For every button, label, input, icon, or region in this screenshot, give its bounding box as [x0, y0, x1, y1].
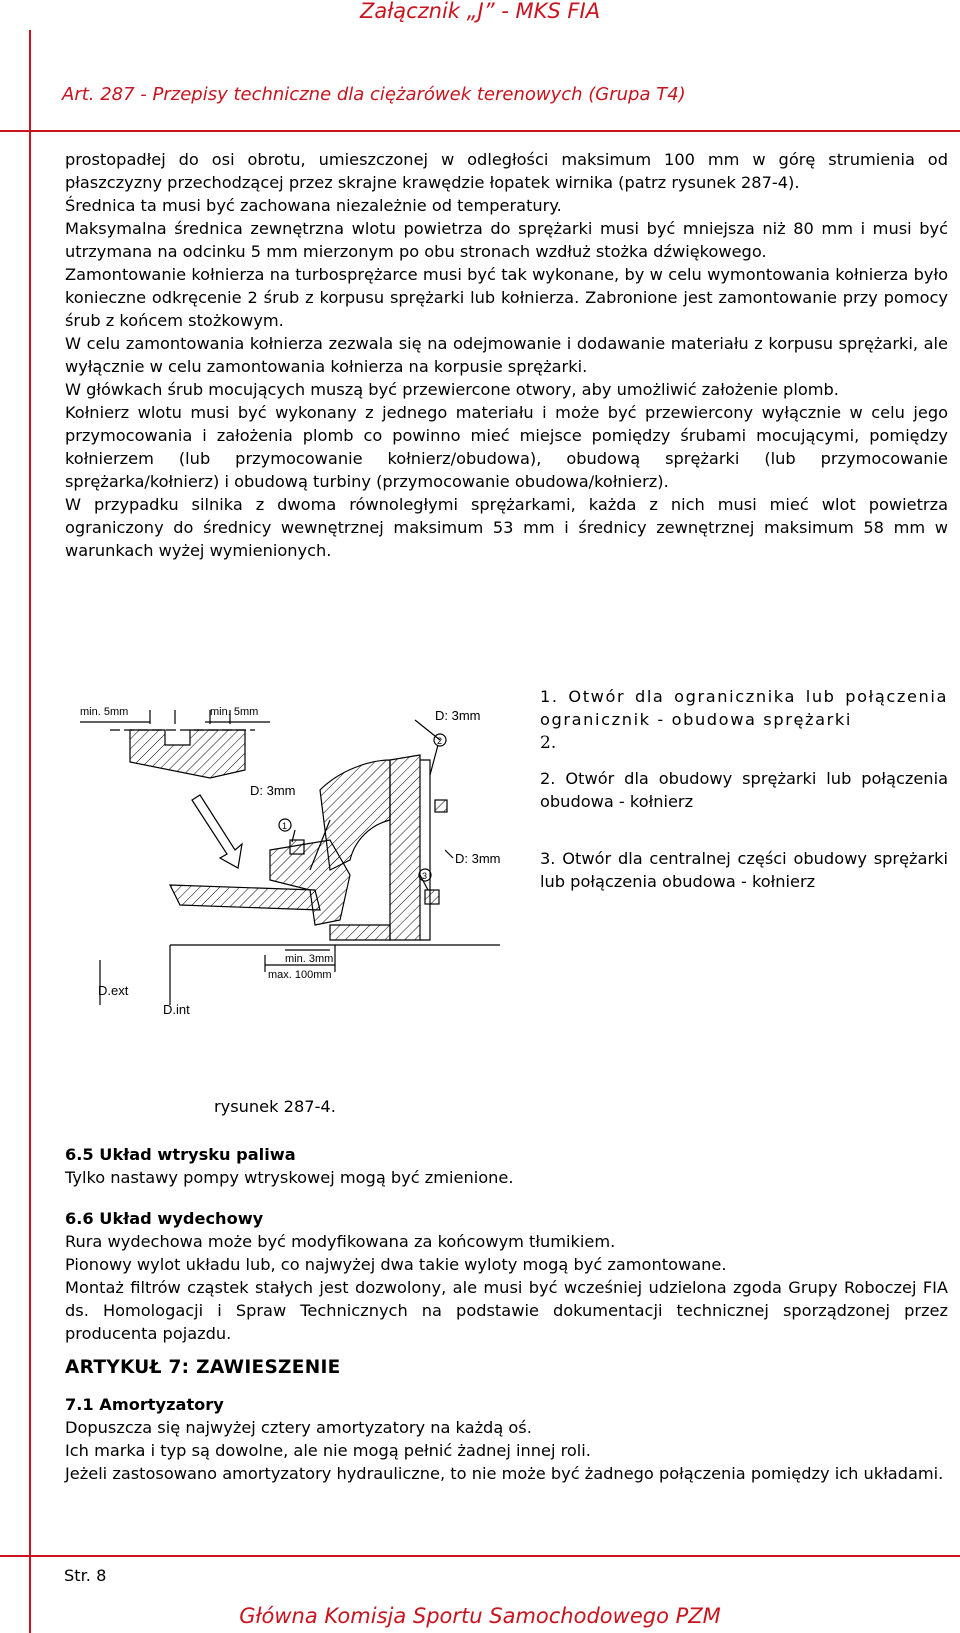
legend-item-2: 2. Otwór dla obudowy sprężarki lub połączenia obudowa - kołnierz [540, 769, 948, 811]
paragraph: W przypadku silnika z dwoma równoległymi sprężarkami, każda z nich musi mieć wlot powietrza ograniczony do średnicy wewnętrznej maksimum 53 mm i średnicy zewnętrznej maksimum 58 mm w warunkach wyżej wymienionych. [65, 495, 948, 560]
figure-legend [540, 685, 948, 893]
section-6-5 [65, 1143, 948, 1189]
dim-label: min. 5mm [210, 706, 259, 718]
page-number: Str. 8 [64, 1566, 107, 1585]
paragraph: Pionowy wylot układu lub, co najwyżej dwa takie wyloty mogą być zamontowane. [65, 1255, 727, 1274]
legend-number: 2. [540, 733, 557, 753]
section-6-6 [65, 1207, 948, 1345]
paragraph: Tylko nastawy pompy wtryskowej mogą być zmienione. [65, 1168, 514, 1187]
dim-label: min. 5mm [80, 706, 129, 718]
dim-label: min. 3mm [285, 953, 334, 965]
dim-label: max. 100mm [268, 969, 332, 981]
paragraph: Jeżeli zastosowano amortyzatory hydrauliczne, to nie może być żadnego połączenia pomiędzy ich układami. [65, 1464, 944, 1483]
section-heading: 6.5 Układ wtrysku paliwa [65, 1145, 296, 1164]
paragraph: Maksymalna średnica zewnętrzna wlotu powietrza do sprężarki musi być mniejsza niż 80 mm i musi być utrzymana na odcinku 5 mm mierzonym po obu stronach wzdłuż stożka dźwiękowego. [65, 219, 948, 261]
marker-2: 2 [437, 736, 443, 746]
paragraph: W główkach śrub mocujących muszą być przewiercone otwory, aby umożliwić założenie plomb. [65, 380, 839, 399]
paragraph: Montaż filtrów cząstek stałych jest dozwolony, ale musi być wcześniej udzielona zgoda Grupy Roboczej FIA ds. Homologacji i Spraw Technicznych na podstawie dokumentacji technicznej sporządzonej przez producenta pojazdu. [65, 1278, 948, 1343]
paragraph: Ich marka i typ są dowolne, ale nie mogą pełnić żadnej innej roli. [65, 1441, 591, 1460]
legend-item-1: 1. Otwór dla ogranicznika lub połączenia ogranicznik - obudowa sprężarki [540, 687, 948, 729]
left-margin-rule [29, 30, 31, 1633]
paragraph: Kołnierz wlotu musi być wykonany z jednego materiału i może być przewiercony wyłącznie w celu jego przymocowania i założenia plomb co powinno mieć miejsce pomiędzy śrubami mocującymi, pomiędzy kołnierzem (lub przymocowanie kołnierz/obudowa), obudową sprężarki (lub przymocowanie sprężarka/kołnierz) i obudową turbiny (przymocowanie obudowa/kołnierz). [65, 403, 948, 491]
section-heading: 7.1 Amortyzatory [65, 1395, 224, 1414]
paragraph: prostopadłej do osi obrotu, umieszczonej w odległości maksimum 100 mm w górę strumienia od płaszczyzny przechodzącej przez skrajne krawędzie łopatek wirnika (patrz rysunek 287-4). [65, 150, 948, 192]
footer-organization: Główna Komisja Sportu Samochodowego PZM [239, 1604, 721, 1628]
paragraph: W celu zamontowania kołnierza zezwala się na odejmowanie i dodawanie materiału z korpusu sprężarki, ale wyłącznie w celu zamontowania kołnierza na korpusie sprężarki. [65, 334, 948, 376]
paragraph: Dopuszcza się najwyżej cztery amortyzatory na każdą oś. [65, 1418, 532, 1437]
header-rule [0, 130, 960, 132]
section-7-1 [65, 1393, 948, 1485]
turbo-inlet-drawing [70, 700, 540, 1070]
dim-label: D: 3mm [250, 783, 296, 798]
dim-label: D.int [163, 1002, 190, 1017]
section-heading: 6.6 Układ wydechowy [65, 1209, 264, 1228]
dim-label: D: 3mm [435, 708, 481, 723]
figure-caption: rysunek 287-4. [214, 1097, 336, 1116]
paragraph: Średnica ta musi być zachowana niezależnie od temperatury. [65, 196, 562, 215]
main-text [65, 148, 948, 562]
annex-title: Załącznik „J” - MKS FIA [359, 0, 601, 23]
marker-1: 1 [282, 821, 288, 831]
footer-rule [0, 1555, 960, 1557]
article-title: Art. 287 - Przepisy techniczne dla ciężarówek terenowych (Grupa T4) [62, 84, 686, 105]
legend-item-3: 3. Otwór dla centralnej części obudowy sprężarki lub połączenia obudowa - kołnierz [540, 849, 948, 891]
article-7 [65, 1356, 948, 1379]
article-heading: ARTYKUŁ 7: ZAWIESZENIE [65, 1357, 341, 1378]
paragraph: Zamontowanie kołnierza na turbosprężarce musi być tak wykonane, by w celu wymontowania kołnierza było konieczne odkręcenie 2 śrub z korpusu sprężarki lub kołnierza. Zabronione jest zamontowanie przy pomocy śrub z końcem stożkowym. [65, 265, 948, 330]
dim-label: D: 3mm [455, 851, 501, 866]
dim-label: D.ext [98, 983, 129, 998]
paragraph: Rura wydechowa może być modyfikowana za końcowym tłumikiem. [65, 1232, 616, 1251]
marker-3: 3 [422, 871, 428, 881]
